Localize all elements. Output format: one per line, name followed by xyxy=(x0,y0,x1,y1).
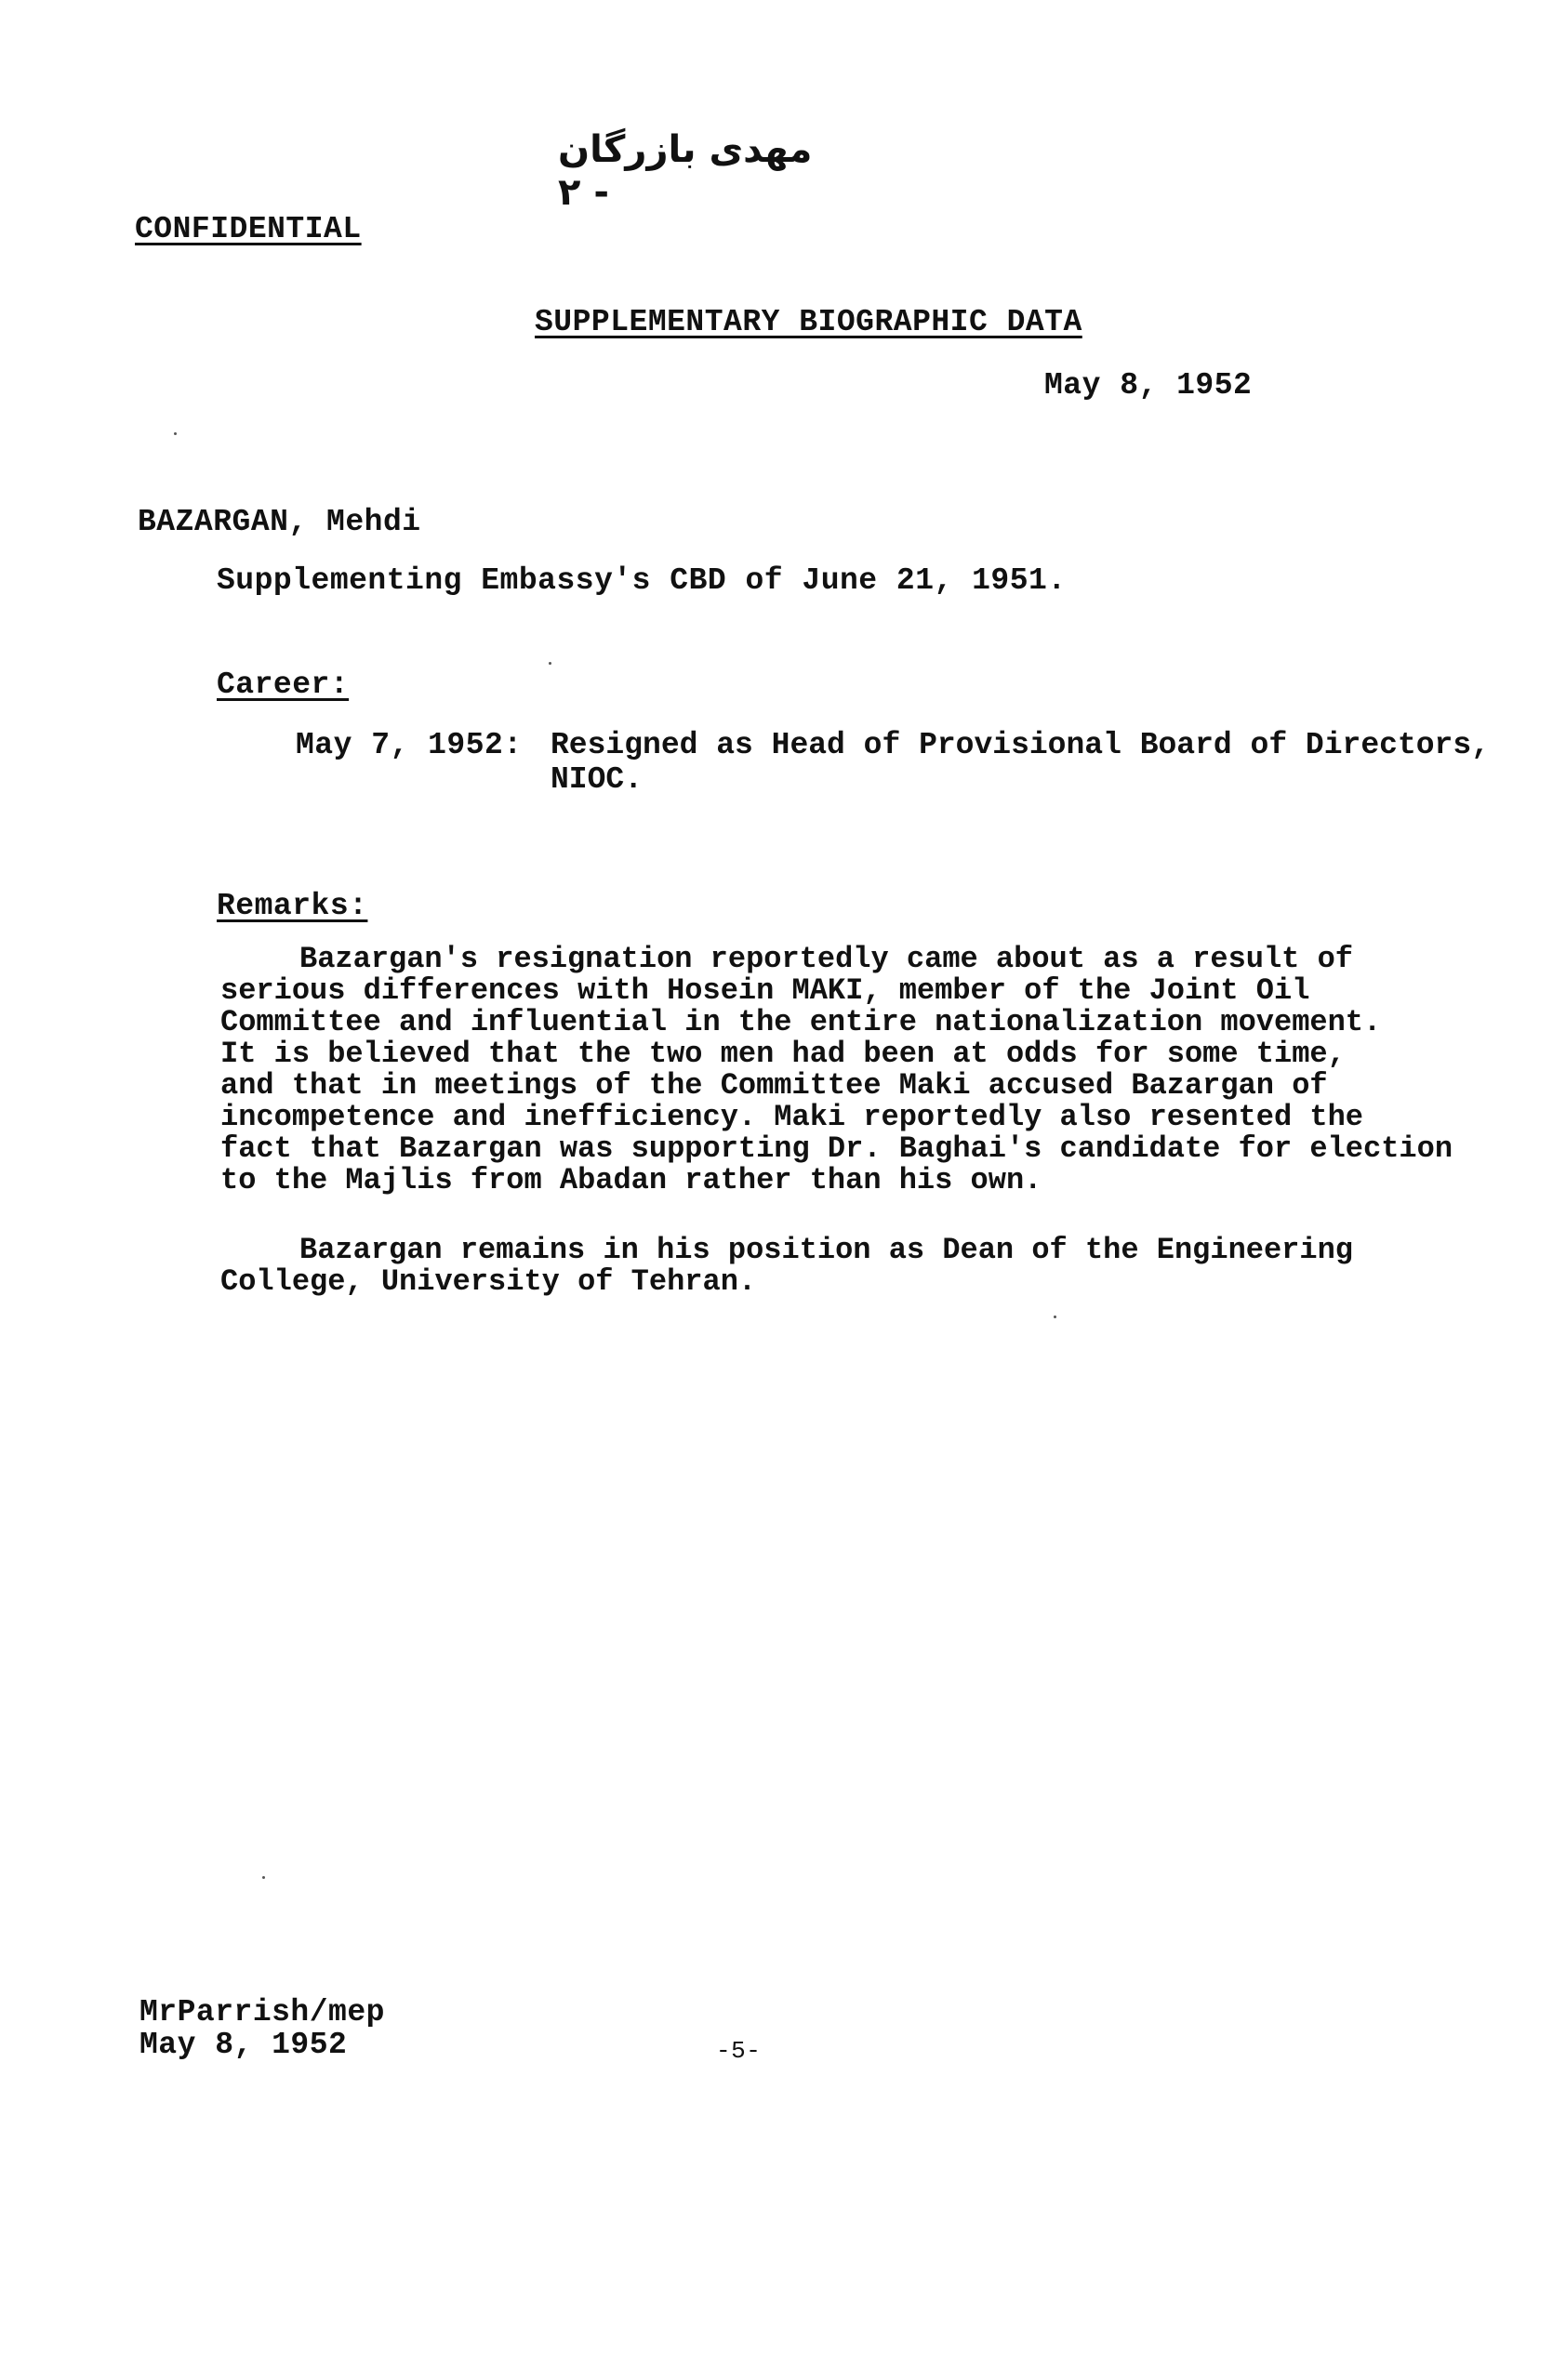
paragraph-line: serious differences with Hosein MAKI, member of the Joint Oil xyxy=(220,973,1310,1008)
paragraph-line: Bazargan's resignation reportedly came about as a result of xyxy=(299,942,1353,976)
persian-title: مهدی بازرگان - ۲ xyxy=(558,128,813,214)
document-date: May 8, 1952 xyxy=(1044,368,1253,403)
paragraph-line: to the Majlis from Abadan rather than his own. xyxy=(220,1163,1042,1197)
paragraph-line: Bazargan remains in his position as Dean of the Engineering xyxy=(299,1233,1353,1267)
scan-speck xyxy=(1054,1316,1056,1318)
paragraph-line: College, University of Tehran. xyxy=(220,1264,757,1299)
subject-name: BAZARGAN, Mehdi xyxy=(138,505,421,539)
scan-speck xyxy=(174,432,177,435)
page-number: -5- xyxy=(716,2037,762,2065)
paragraph-line: incompetence and inefficiency. Maki reportedly also resented the xyxy=(220,1100,1363,1134)
scan-speck xyxy=(549,662,551,665)
footer-date: May 8, 1952 xyxy=(139,2028,348,2062)
scan-speck xyxy=(262,1876,265,1879)
classification-marking: CONFIDENTIAL xyxy=(135,212,362,246)
drafter-initials: MrParrish/mep xyxy=(139,1995,385,2030)
remarks-label: Remarks: xyxy=(217,889,368,923)
career-entry-date: May 7, 1952: xyxy=(296,728,523,762)
career-entry-line: NIOC. xyxy=(551,762,644,797)
document-title: SUPPLEMENTARY BIOGRAPHIC DATA xyxy=(535,305,1082,339)
paragraph-line: It is believed that the two men had been at odds for some time, xyxy=(220,1037,1346,1071)
career-label: Career: xyxy=(217,668,350,702)
career-entry-line: Resigned as Head of Provisional Board of Directors, xyxy=(551,728,1490,762)
remarks-paragraph-1 xyxy=(220,944,1453,1197)
career-entry-text xyxy=(551,728,1490,797)
remarks-paragraph-2 xyxy=(220,1235,1353,1298)
paragraph-line: Committee and influential in the entire nationalization movement. xyxy=(220,1005,1382,1039)
paragraph-line: fact that Bazargan was supporting Dr. Baghai's candidate for election xyxy=(220,1131,1453,1166)
supplementing-line: Supplementing Embassy's CBD of June 21, 1951. xyxy=(217,563,1067,598)
paragraph-line: and that in meetings of the Committee Maki accused Bazargan of xyxy=(220,1068,1328,1103)
